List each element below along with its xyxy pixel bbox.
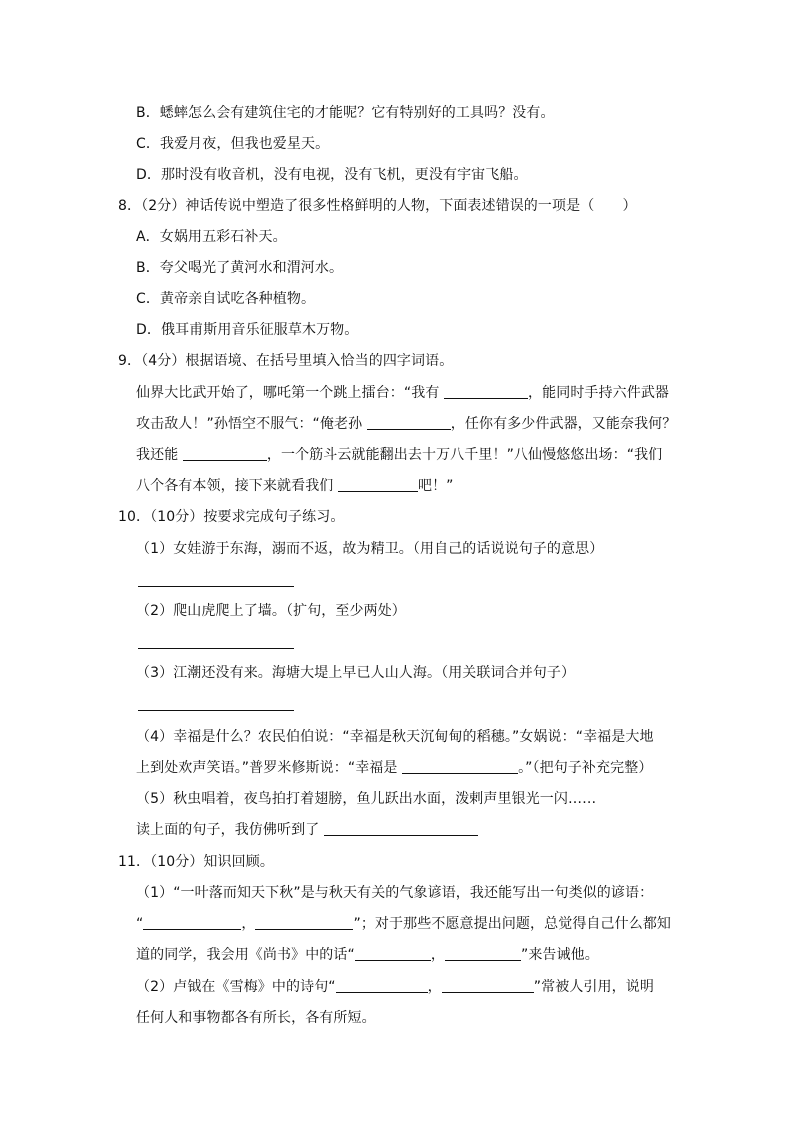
q10-blank-4[interactable]: [402, 759, 518, 774]
q10-sub-4-b1: 上到处欢声笑语。”普罗米修斯说：“幸福是: [136, 760, 398, 776]
q11-part-2-a2: ，: [427, 979, 442, 995]
q11-stem: 11．（10分）知识回顾。: [118, 854, 274, 870]
q9-blank-4[interactable]: [338, 477, 418, 492]
q9-stem: 9．（4分）根据语境、在括号里填入恰当的四字词语。: [118, 353, 454, 369]
q11-blank-2[interactable]: [255, 915, 353, 930]
q11-part-1-c1: 道的同学，我会用《尚书》中的话“: [136, 947, 355, 963]
q11-part-2-b: 任何人和事物都各有所长，各有所短。: [136, 1010, 376, 1026]
q11-part-1-b1: “: [136, 916, 144, 932]
q11-part-1-c3: ”来告诫他。: [520, 947, 599, 963]
q9-line-1-a: 仙界大比武开始了，哪吒第一个跳上擂台：“我有: [136, 385, 440, 401]
q10-sub-4-a: （4）幸福是什么？农民伯伯说：“幸福是秋天沉甸甸的稻穗。”女娲说：“幸福是大地: [136, 729, 654, 745]
q11-blank-4[interactable]: [445, 946, 521, 961]
q9-line-1: [136, 383, 669, 403]
q11-part-1-c: [136, 945, 599, 965]
q9-line-4-a: 八个各有本领，接下来就看我们: [136, 478, 334, 494]
q11-blank-3[interactable]: [355, 946, 431, 961]
q9-line-4-b: 吧！”: [417, 478, 454, 494]
q11-part-1-b2: ，: [241, 916, 256, 932]
q10-sub-5: （5）秋虫唱着，夜鸟拍打着翅膀，鱼儿跃出水面，泼剌声里银光一闪……: [136, 791, 597, 807]
q7-option-c: C．我爱月夜，但我也爱星天。: [136, 136, 330, 152]
q10-sub-4-b2: 。”（把句子补充完整）: [518, 760, 653, 776]
q8-option-a: A．女娲用五彩石补天。: [136, 229, 287, 245]
q9-blank-3[interactable]: [183, 446, 267, 461]
q9-line-3: [136, 445, 662, 465]
q10-stem: 10．（10分）按要求完成句子练习。: [118, 509, 345, 525]
q11-part-2-a3: ”常被人引用，说明: [533, 979, 654, 995]
q11-part-1-b3: ”；对于那些不愿意提出问题，总觉得自己什么都知: [353, 916, 672, 932]
q11-part-2-a1: （2）卢钺在《雪梅》中的诗句“: [136, 979, 336, 995]
q10-sub-3: （3）江潮还没有来。海塘大堤上早已人山人海。（用关联词合并句子）: [136, 665, 576, 681]
q9-line-3-b: ，一个筋斗云就能翻出去十万八千里！”八仙慢悠悠出场：“我们: [266, 447, 663, 463]
q8-option-d: D．俄耳甫斯用音乐征服草木万物。: [136, 322, 359, 338]
q10-blank-5[interactable]: [324, 821, 478, 836]
q11-blank-1[interactable]: [143, 915, 241, 930]
q10-answer-line-2[interactable]: [138, 648, 294, 649]
q10-sub-2: （2）爬山虎爬上了墙。（扩句，至少两处）: [136, 603, 406, 619]
q10-sub-1: （1）女娃游于东海，溺而不返，故为精卫。（用自己的话说说句子的意思）: [136, 541, 604, 557]
q11-part-1-b: [136, 914, 671, 934]
q9-line-4: [136, 476, 454, 496]
q10-sub-5-b: [136, 820, 478, 840]
q8-stem: 8．（2分）神话传说中塑造了很多性格鲜明的人物，下面表述错误的一项是（ ）: [118, 198, 637, 214]
q9-line-1-b: ，能同时手持六件武器: [528, 385, 670, 401]
q9-line-2: [136, 414, 676, 434]
q10-answer-line-1[interactable]: [138, 586, 294, 587]
q9-line-2-a: 攻击敌人！”孙悟空不服气：“俺老孙: [136, 416, 363, 432]
q7-option-d: D．那时没有收音机，没有电视，没有飞机，更没有宇宙飞船。: [136, 167, 528, 183]
q9-blank-2[interactable]: [367, 415, 451, 430]
q10-sub-5-b-text: 读上面的句子，我仿佛听到了: [136, 822, 320, 838]
q11-blank-5[interactable]: [336, 978, 428, 993]
q11-blank-6[interactable]: [442, 978, 534, 993]
q7-option-b: B．蟋蟀怎么会有建筑住宅的才能呢？它有特别好的工具吗？没有。: [136, 105, 555, 121]
q9-line-2-b: ，任你有多少件武器，又能奈我何？: [450, 416, 677, 432]
q10-answer-line-3[interactable]: [138, 710, 294, 711]
q9-line-3-a: 我还能: [136, 447, 179, 463]
q11-part-1-c2: ，: [430, 947, 445, 963]
q10-sub-4-b: [136, 758, 652, 778]
q11-part-2-a: [136, 977, 654, 997]
q8-option-c: C．黄帝亲自试吃各种植物。: [136, 291, 316, 307]
q11-part-1-a: （1）“一叶落而知天下秋”是与秋天有关的气象谚语，我还能写出一句类似的谚语：: [136, 885, 654, 901]
q8-option-b: B．夸父喝光了黄河水和渭河水。: [136, 260, 344, 276]
q9-blank-1[interactable]: [444, 384, 528, 399]
